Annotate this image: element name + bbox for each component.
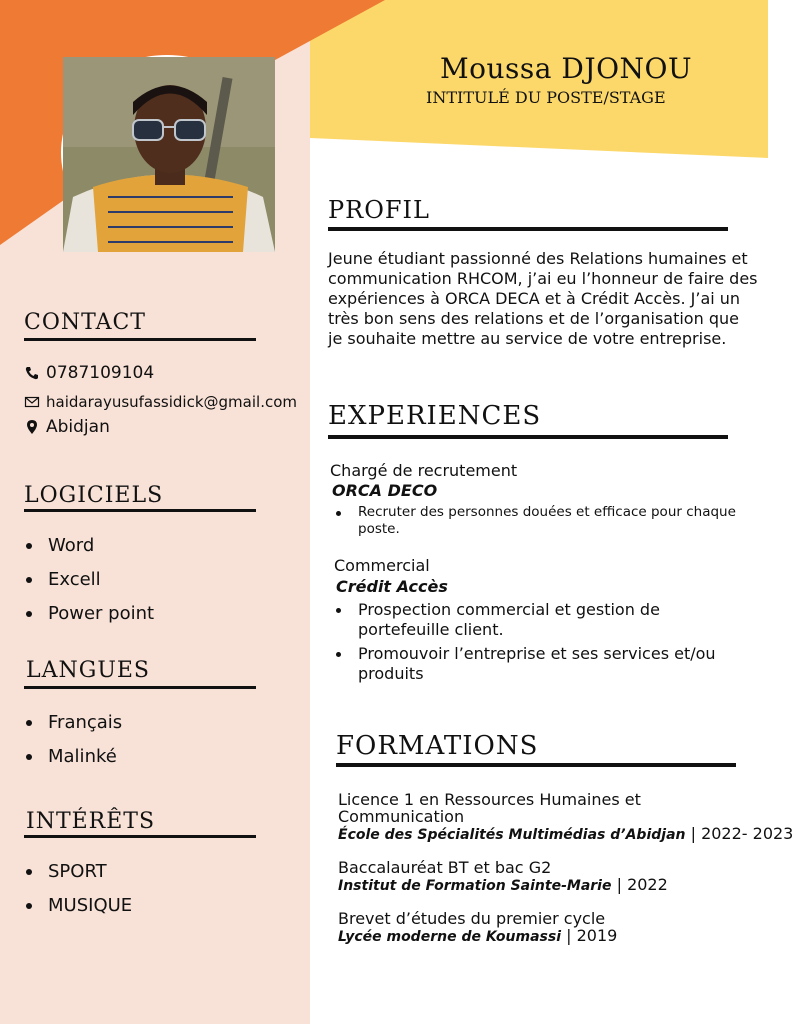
formation-period: 2022- 2023 (701, 824, 793, 843)
list-item: Prospection commercial et gestion de portefeuille client. (330, 600, 730, 640)
formation-degree: Brevet d’études du premier cycle (338, 909, 606, 928)
experience-role: Chargé de recrutement (330, 461, 518, 480)
languages-list (24, 712, 122, 780)
formations-rule (336, 763, 736, 767)
location-pin-icon (24, 419, 40, 435)
formations-heading: FORMATIONS (336, 731, 539, 761)
experience-company: ORCA DECO (332, 481, 438, 500)
formation-school: Lycée moderne de Koumassi (338, 929, 562, 945)
formation-entry (338, 910, 758, 946)
formation-separator: | (616, 875, 622, 894)
list-item: Recruter des personnes douées et efficace pour chaque poste. (330, 504, 750, 538)
profile-photo (61, 55, 273, 250)
list-item: Excell (24, 569, 154, 603)
formation-period: 2019 (576, 926, 618, 945)
job-title: INTITULÉ DU POSTE/STAGE (426, 88, 666, 107)
formation-period: 2022 (627, 875, 668, 894)
contact-heading: CONTACT (24, 310, 146, 335)
list-item: Promouvoir l’entreprise et ses services et/ou produits (330, 644, 730, 684)
contact-city (24, 417, 110, 437)
list-item: Malinké (24, 746, 122, 780)
list-item: SPORT (24, 861, 132, 895)
contact-phone (24, 363, 154, 383)
phone-icon (24, 365, 40, 381)
formation-separator: | (690, 824, 696, 843)
phone-number[interactable]: 0787109104 (46, 363, 155, 383)
profile-rule (328, 227, 728, 231)
formation-separator: | (566, 926, 572, 945)
formation-entry (338, 790, 793, 844)
profile-text: Jeune étudiant passionné des Relations humaines et communication RHCOM, j’ai eu l’honneur de faire des expériences à ORCA DECA et à Crédit Accès. J’ai un très bon sens des relations et de l’organisation que je souhaite mettre au service de votre entreprise. (328, 249, 758, 348)
formation-degree: Baccalauréat BT et bac G2 (338, 858, 552, 877)
formation-entry (338, 859, 758, 895)
list-item: Power point (24, 603, 154, 637)
formation-school: École des Spécialités Multimédias d’Abidjan (338, 827, 686, 843)
interests-heading: INTÉRÊTS (26, 809, 156, 834)
software-heading: LOGICIELS (24, 483, 164, 508)
mail-icon (24, 394, 40, 410)
languages-heading: LANGUES (26, 658, 150, 683)
formation-degree: Licence 1 en Ressources Humaines et Communication (338, 790, 641, 826)
software-rule (24, 509, 256, 512)
list-item: Word (24, 535, 154, 569)
email-address[interactable]: haidarayusufassidick@gmail.com (46, 393, 298, 411)
experiences-heading: EXPERIENCES (328, 401, 542, 431)
software-list (24, 535, 154, 637)
experiences-rule (328, 435, 728, 439)
experience-duties (330, 504, 750, 538)
city-name: Abidjan (46, 417, 110, 437)
experience-role: Commercial (334, 556, 430, 575)
interests-rule (24, 835, 256, 838)
profile-heading: PROFIL (328, 196, 430, 224)
formation-school: Institut de Formation Sainte-Marie (338, 878, 612, 894)
list-item: Français (24, 712, 122, 746)
experience-duties (330, 600, 730, 684)
interests-list (24, 861, 132, 929)
list-item: MUSIQUE (24, 895, 132, 929)
candidate-name: Moussa DJONOU (440, 52, 693, 85)
experience-company: Crédit Accès (336, 577, 448, 596)
contact-rule (24, 338, 256, 341)
contact-email (24, 393, 297, 411)
languages-rule (24, 686, 256, 689)
